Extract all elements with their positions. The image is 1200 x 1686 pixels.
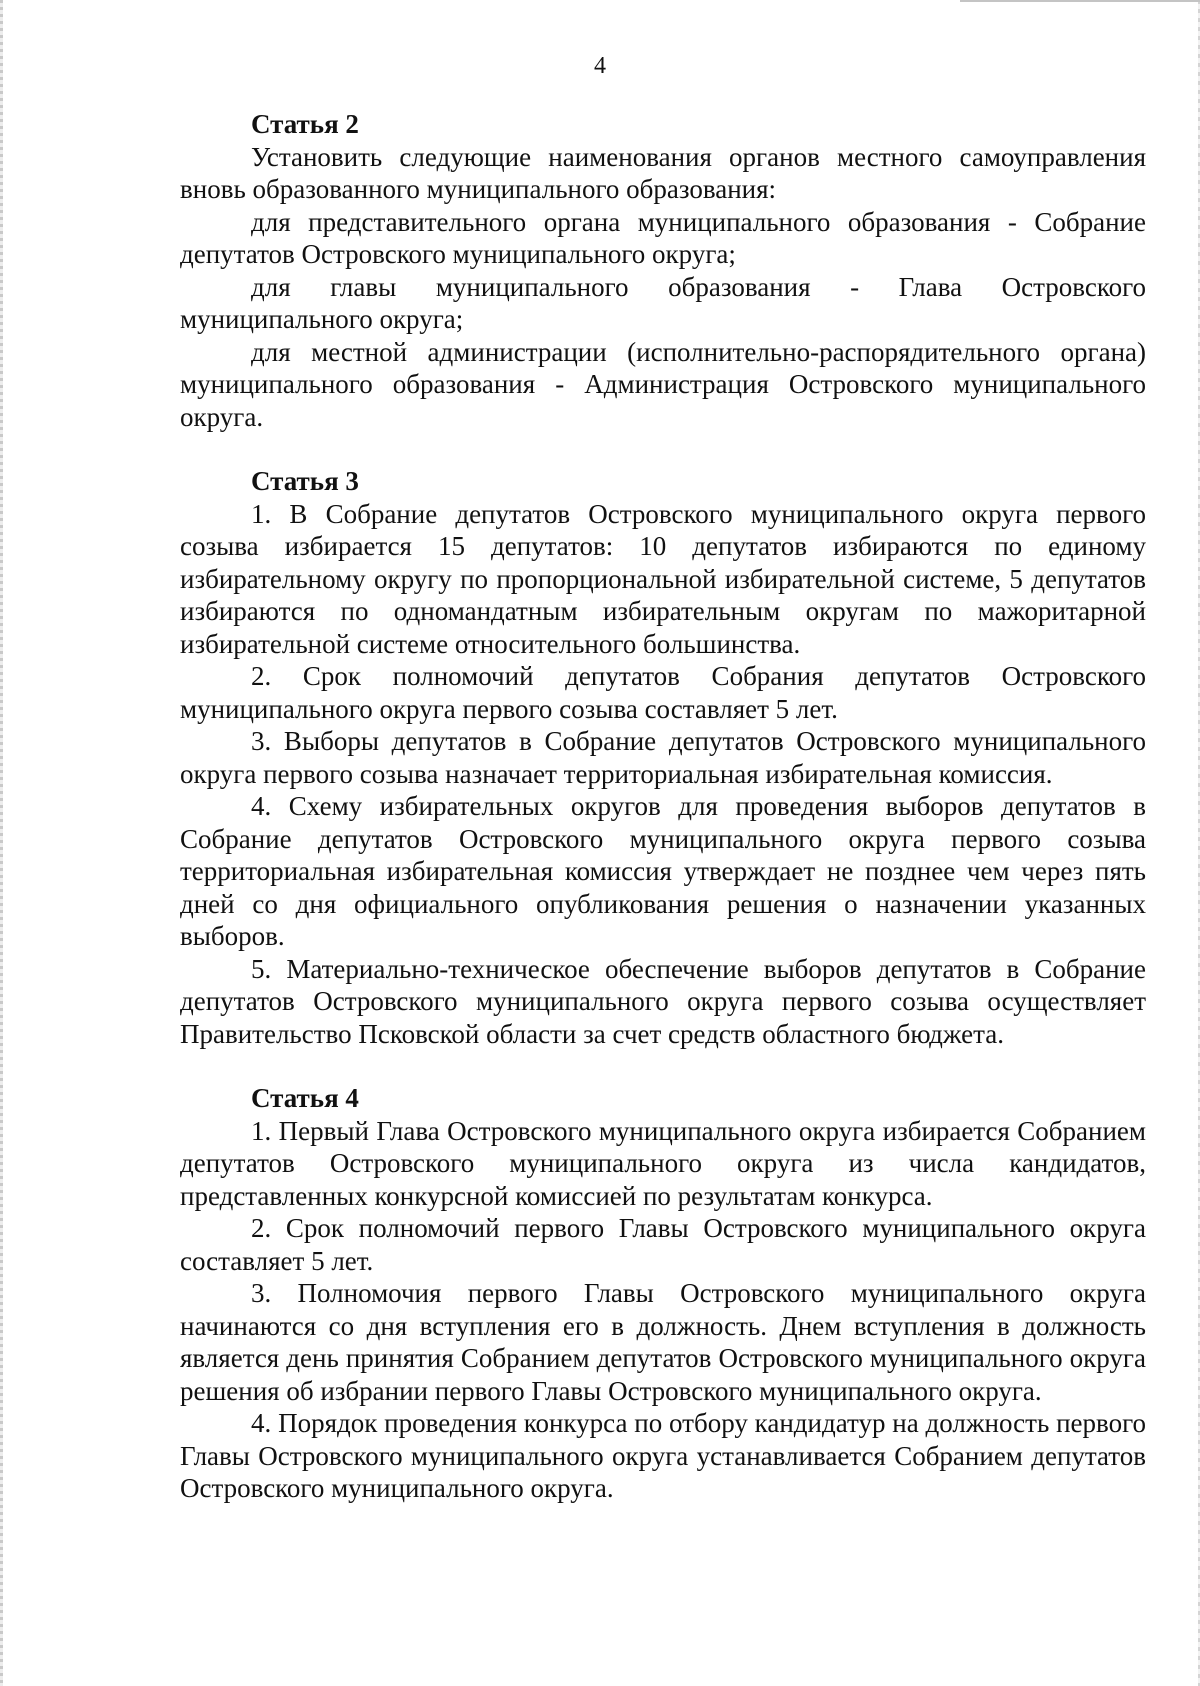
article-paragraph: 3. Полномочия первого Главы Островского муниципального округа начинаются со дня вступления его в должность. Днем вступления в должность является день принятия Собранием депутатов Островского муниципального округа решения об избрании первого Главы Островского муниципального округа.	[180, 1278, 1146, 1406]
article-paragraph: 1. В Собрание депутатов Островского муниципального округа первого созыва избирается 15 депутатов: 10 депутатов избираются по единому избирательному округу по пропорциональной избирательной системе, 5 депутатов избираются по одномандатным избирательным округам по мажоритарной избирательной системе относительного большинства.	[180, 498, 1146, 659]
article-2	[180, 108, 1146, 433]
article-paragraph: 3. Выборы депутатов в Собрание депутатов Островского муниципального округа первого созыва назначает территориальная избирательная комиссия.	[180, 726, 1146, 789]
article-paragraph: 2. Срок полномочий депутатов Собрания депутатов Островского муниципального округа первого созыва составляет 5 лет.	[180, 661, 1146, 724]
scan-edge-left	[0, 0, 3, 1686]
article-paragraph: для представительного органа муниципального образования - Собрание депутатов Островского муниципального округа;	[180, 206, 1146, 269]
article-paragraph: 4. Порядок проведения конкурса по отбору кандидатур на должность первого Главы Островского муниципального округа устанавливается Собранием депутатов Островского муниципального округа.	[180, 1408, 1146, 1503]
article-3	[180, 465, 1146, 1050]
article-paragraph: 1. Первый Глава Островского муниципального округа избирается Собранием депутатов Островского муниципального округа из числа кандидатов, представленных конкурсной комиссией по результатам конкурса.	[180, 1115, 1146, 1211]
article-paragraph: 5. Материально-техническое обеспечение выборов депутатов в Собрание депутатов Островского муниципального округа первого созыва осуществляет Правительство Псковской области за счет средств областного бюджета.	[180, 953, 1146, 1049]
article-title: Статья 2	[251, 109, 359, 139]
scan-edge-top	[960, 0, 1200, 2]
article-title: Статья 3	[251, 466, 359, 496]
document-body	[180, 108, 1146, 1537]
article-paragraph: 4. Схему избирательных округов для проведения выборов депутатов в Собрание депутатов Островского муниципального округа первого созыва территориальная избирательная комиссия утверждает не позднее чем через пять дней со дня официального опубликования решения о назначении указанных выборов.	[180, 791, 1146, 951]
page-number: 4	[594, 53, 606, 79]
article-paragraph: для главы муниципального образования - Глава Островского муниципального округа;	[180, 271, 1146, 334]
article-title: Статья 4	[251, 1083, 359, 1113]
article-paragraph: для местной администрации (исполнительно-распорядительного органа) муниципального образования - Администрация Островского муниципального округа.	[180, 336, 1146, 432]
article-paragraph: 2. Срок полномочий первого Главы Островского муниципального округа составляет 5 лет.	[180, 1213, 1146, 1276]
article-paragraph: Установить следующие наименования органов местного самоуправления вновь образованного муниципального образования:	[180, 141, 1146, 204]
article-4	[180, 1082, 1146, 1505]
